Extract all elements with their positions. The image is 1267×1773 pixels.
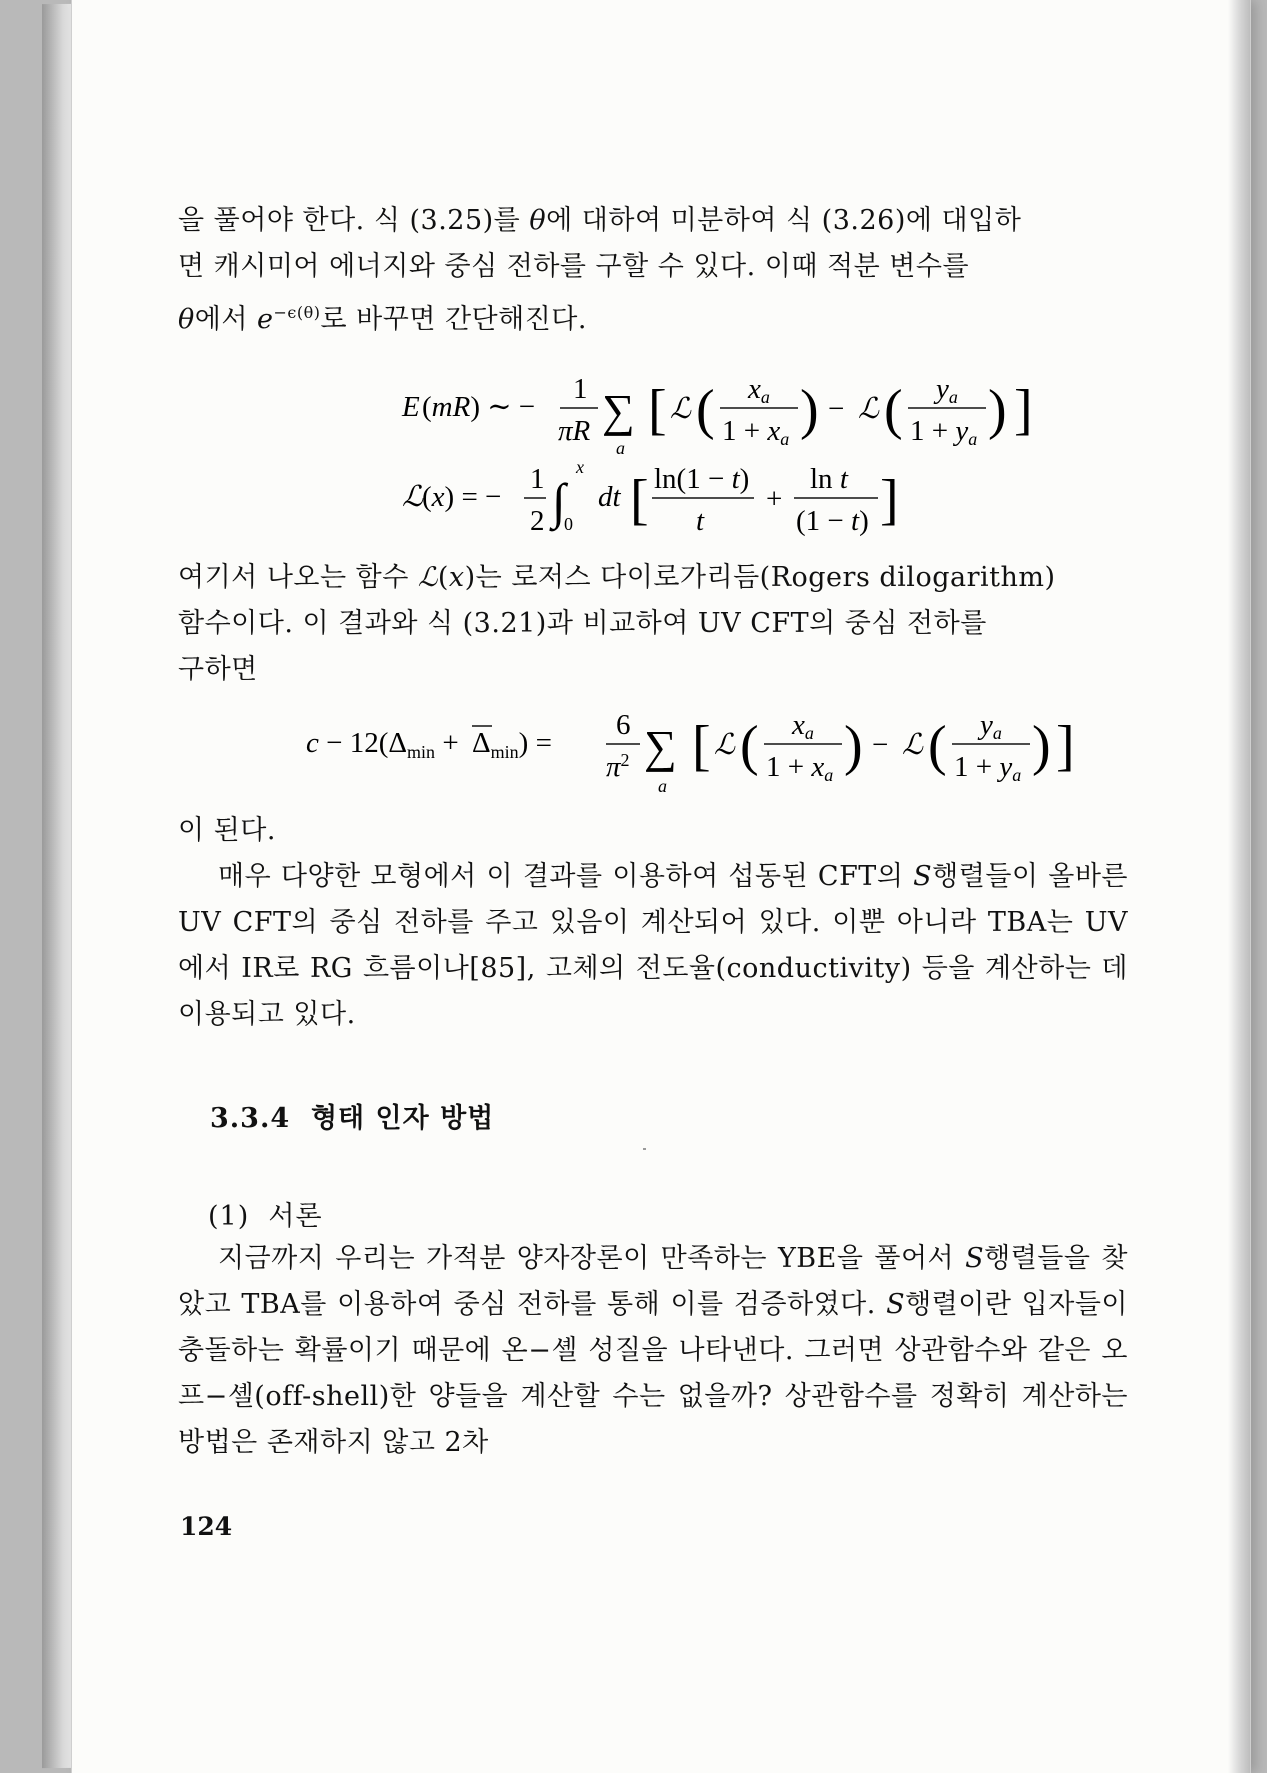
eq2-num1: ln(1 − t) xyxy=(654,463,750,495)
eq1-paren: ) xyxy=(800,379,819,441)
eq3-ya: ya xyxy=(980,709,1002,743)
eq1-sum: ∑ xyxy=(602,385,635,436)
eq2-half-den: 2 xyxy=(530,505,545,537)
eq1-xa: xa xyxy=(748,373,770,407)
eq1-minus: − xyxy=(828,393,845,425)
eq3-bracket: ] xyxy=(1056,715,1075,777)
eq3-paren: ) xyxy=(1032,715,1051,777)
eq3-delta-bar: $\Delta_{min}$) = xyxy=(472,727,552,762)
eq2-num2: ln t xyxy=(810,463,848,495)
eq2-den1: t xyxy=(696,505,705,537)
eq1-paren: ( xyxy=(884,379,903,441)
eq3-bracket: [ xyxy=(692,715,711,777)
eq2-upper-limit: x xyxy=(576,457,584,477)
eq2-dt: dt xyxy=(598,481,621,513)
text-line: 함수이다. 이 결과와 식 (3.21)과 비교하여 UV CFT의 중심 전하를 xyxy=(178,608,987,639)
eq3-L: ℒ xyxy=(902,729,923,761)
intro-paragraph xyxy=(178,1236,1128,1466)
eq2-plus: + xyxy=(766,483,783,515)
eq1-L: ℒ xyxy=(858,393,879,425)
eq3-frac-num: 6 xyxy=(616,709,631,741)
text-line: 면 캐시미어 에너지와 중심 전하를 구할 수 있다. 이때 적분 변수를 xyxy=(178,251,970,282)
eq3-xa: xa xyxy=(792,709,814,743)
eq1-frac-num: 1 xyxy=(573,373,588,405)
eq3-lhs: $c - 12(\Delta_{min}$ + xyxy=(306,727,459,762)
text-line: 여기서 나오는 함수 ℒ(x)는 로저스 다이로가리듬(Rogers dilogarithm) xyxy=(178,562,1056,593)
eq1-lhs: (mR) ∼ − xyxy=(422,391,536,423)
text-line: 이 된다. xyxy=(178,815,276,846)
eq3-paren: ( xyxy=(740,715,759,777)
eq2-integral: ∫ xyxy=(552,473,566,529)
eq3-L: ℒ xyxy=(714,729,735,761)
eq2-half-num: 1 xyxy=(530,463,545,495)
eq1-bracket: ] xyxy=(1014,379,1033,441)
book-page-stack xyxy=(42,4,76,1768)
page-fold-shadow xyxy=(1228,0,1250,1773)
eq3-paren: ) xyxy=(844,715,863,777)
eq2-den2: (1 − t) xyxy=(796,505,869,537)
line-after-equation xyxy=(178,808,1128,854)
eq2-bracket: [ xyxy=(630,469,649,531)
paragraph-text: 지금까지 우리는 가적분 양자장론이 만족하는 YBE을 풀어서 S행렬들을 찾았고 TBA를 이용하여 중심 전하를 통해 이를 검증하였다. S행렬이란 입자들이 충돌하는 확률이기 때문에 온−셸 성질을 나타낸다. 그러면 상관함수와 같은 오프−셸(off-shell)한 양들을 계산할 수는 없을까? 상관함수를 정확히 계산하는 방법은 존재하지 않고 2차 xyxy=(178,1243,1128,1458)
subsection-heading: (1) 서론 xyxy=(208,1201,323,1232)
eq1-L: ℒ xyxy=(670,393,691,425)
eq3-frac-den: $\pi^2$ xyxy=(606,750,630,783)
text-line: 구하면 xyxy=(178,654,258,685)
top-paragraph xyxy=(178,198,1128,343)
eq1-frac-den: πR xyxy=(558,415,591,447)
eq1-den-x: 1 + xa xyxy=(722,415,790,449)
eq3-sum-index: a xyxy=(658,776,667,796)
eq1-bracket: [ xyxy=(648,379,667,441)
eq3-paren: ( xyxy=(928,715,947,777)
text-line: θ에서 $e^{-\epsilon(\theta)}$로 바꾸면 간단해진다. xyxy=(178,303,587,335)
eq3-sum: ∑ xyxy=(644,721,677,772)
eq1-sum-index: a xyxy=(616,438,625,458)
text-line: 을 풀어야 한다. 식 (3.25)를 θ에 대하여 미분하여 식 (3.26)에 대입하 xyxy=(178,205,1022,236)
eq3-den-x: 1 + xa xyxy=(766,751,834,785)
eq1-lhs: E xyxy=(402,391,420,423)
eq2-lower-limit: 0 xyxy=(564,514,573,534)
rogers-paragraph xyxy=(178,555,1128,693)
eq2-lhs: (x) = − xyxy=(422,481,502,513)
eq2-bracket: ] xyxy=(880,469,899,531)
page-number: 124 xyxy=(180,1512,233,1541)
equation-casimir-energy xyxy=(390,368,1050,558)
eq3-minus: − xyxy=(872,729,889,761)
eq1-paren: ) xyxy=(988,379,1007,441)
eq1-den-y: 1 + ya xyxy=(910,415,978,449)
eq2-lhs: ℒ xyxy=(402,481,423,513)
models-paragraph xyxy=(178,854,1128,1038)
eq1-ya: ya xyxy=(936,373,958,407)
equation-central-charge xyxy=(300,700,1080,810)
paragraph-text: 매우 다양한 모형에서 이 결과를 이용하여 섭동된 CFT의 S행렬들이 올바른 UV CFT의 중심 전하를 주고 있음이 계산되어 있다. 이뿐 아니라 TBA는 UV에서 IR로 RG 흐름이나[85], 고체의 전도율(conductivity) 등을 계산하는 데 이용되고 있다. xyxy=(178,861,1128,1030)
eq1-paren: ( xyxy=(696,379,715,441)
scan-speck xyxy=(643,1148,646,1150)
eq3-den-y: 1 + ya xyxy=(954,751,1022,785)
section-heading: 3.3.4 형태 인자 방법 xyxy=(210,1103,495,1134)
